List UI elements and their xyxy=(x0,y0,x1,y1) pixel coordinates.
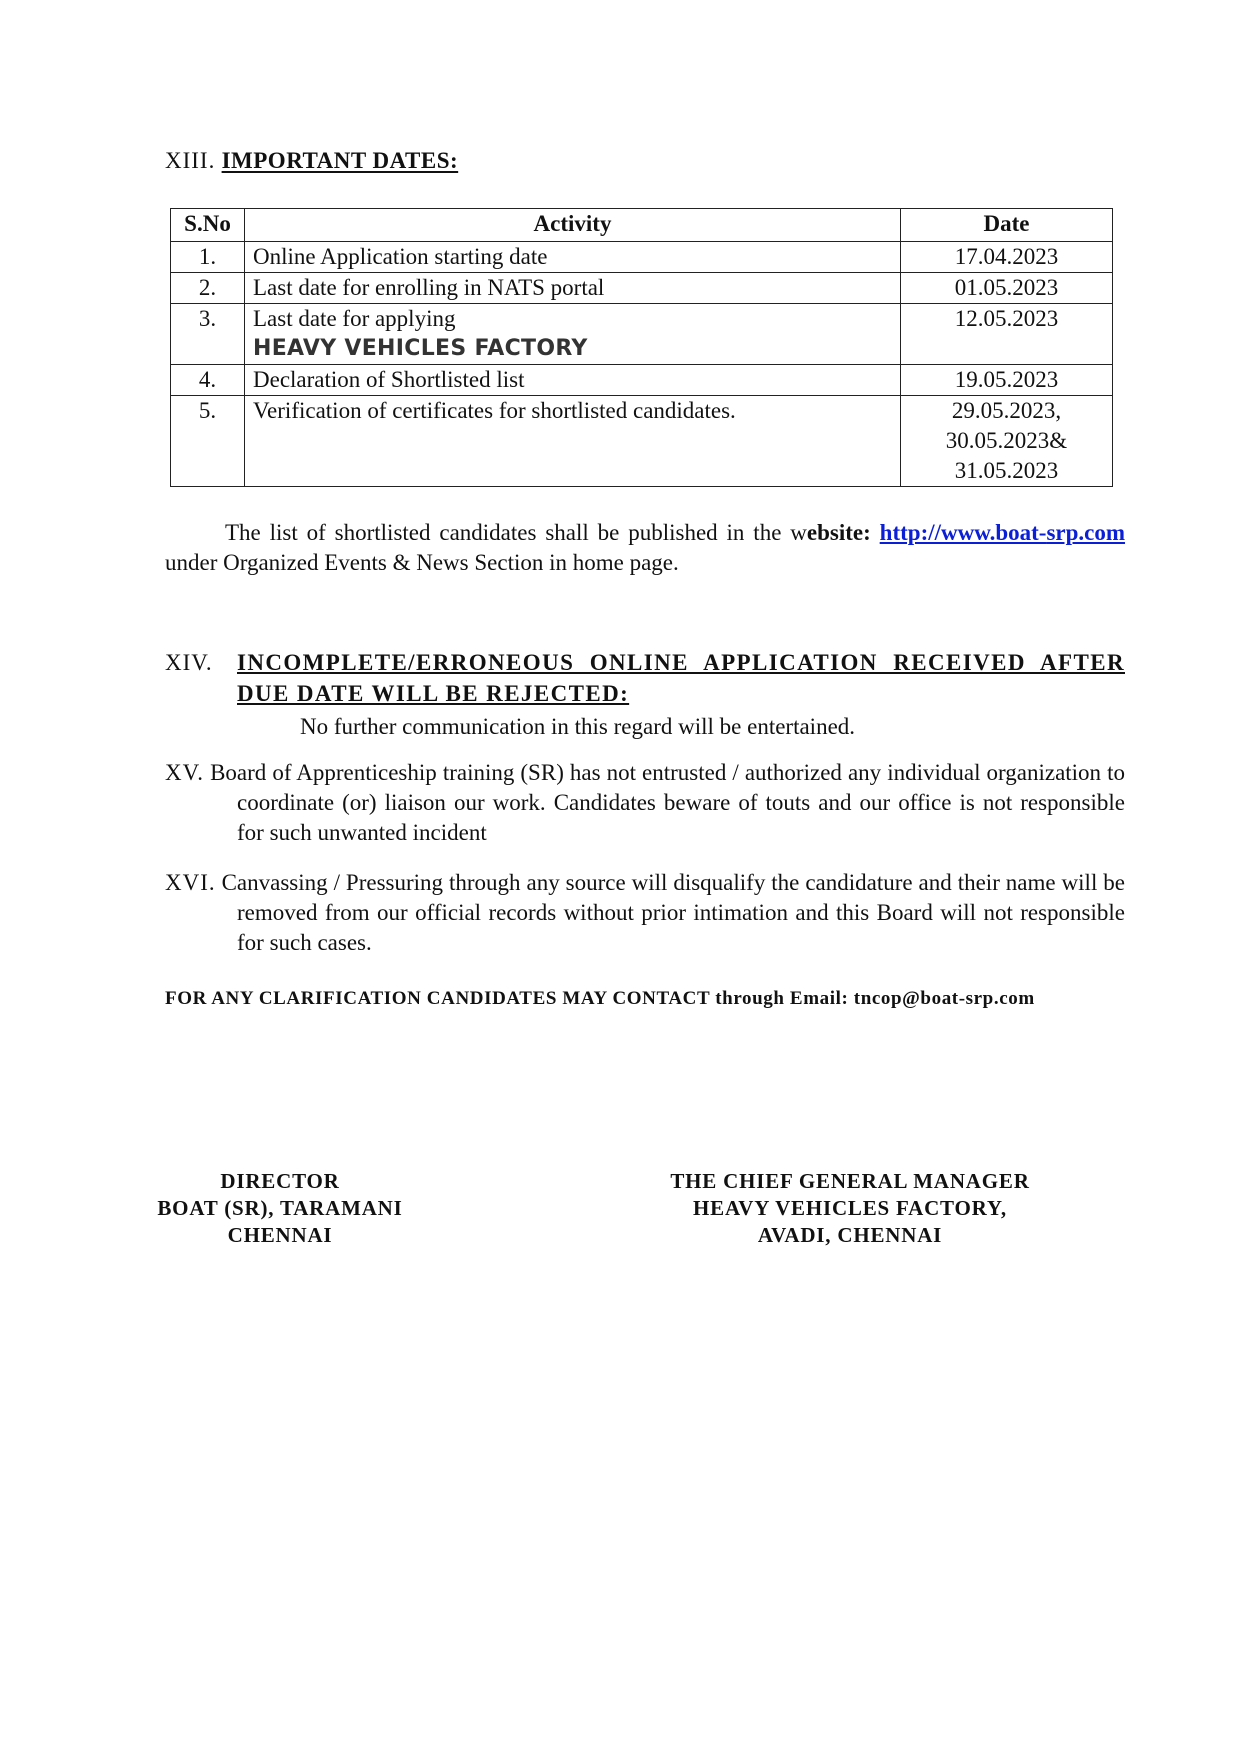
signature-director xyxy=(130,1168,430,1249)
contact-label: FOR ANY CLARIFICATION CANDIDATES MAY CONTACT through Email: xyxy=(165,988,849,1009)
note-text-after: under Organized Events & News Section in home page. xyxy=(165,550,679,575)
row-sno: 4. xyxy=(171,365,245,396)
section-xiii-heading xyxy=(165,148,458,174)
row-activity: Online Application starting date xyxy=(245,242,901,273)
signature-line: CHENNAI xyxy=(227,1223,333,1247)
signature-line: BOAT (SR), TARAMANI xyxy=(157,1196,403,1220)
section-title: IMPORTANT DATES: xyxy=(221,148,459,173)
row-activity: Verification of certificates for shortlisted candidates. xyxy=(245,396,901,487)
contact-line xyxy=(165,988,1035,1010)
section-xiv-heading xyxy=(165,647,1125,709)
row-activity: Last date for enrolling in NATS portal xyxy=(245,273,901,304)
website-link[interactable] xyxy=(880,520,1125,545)
row-sno: 2. xyxy=(171,273,245,304)
date-line: 31.05.2023 xyxy=(954,458,1059,483)
row-date: 19.05.2023 xyxy=(901,365,1113,396)
section-xiv-note: No further communication in this regard will be entertained. xyxy=(300,714,856,739)
row-date xyxy=(901,396,1113,487)
important-dates-table xyxy=(170,208,1113,487)
date-line: 29.05.2023, xyxy=(951,398,1062,423)
section-text: Canvassing / Pressuring through any source will disqualify the candidature and their name will be removed from our official records without prior intimation and this Board will not responsible for such cases. xyxy=(221,870,1125,955)
organization-name: HEAVY VEHICLES FACTORY xyxy=(253,336,588,361)
table-row xyxy=(171,273,1113,304)
row-date: 01.05.2023 xyxy=(901,273,1113,304)
section-number: XIV. xyxy=(165,650,213,675)
signature-line: AVADI, CHENNAI xyxy=(757,1223,943,1247)
section-number: XV. xyxy=(165,760,205,785)
table-header-row xyxy=(171,209,1113,242)
row-date: 17.04.2023 xyxy=(901,242,1113,273)
contact-email[interactable]: tncop@boat-srp.com xyxy=(853,988,1035,1009)
table-row xyxy=(171,396,1113,487)
section-xvi xyxy=(165,868,1125,958)
row-sno: 5. xyxy=(171,396,245,487)
publication-note xyxy=(165,518,1125,578)
row-sno: 3. xyxy=(171,304,245,365)
website-link-part1[interactable]: http://www.boat- xyxy=(879,520,1047,545)
section-xv xyxy=(165,758,1125,848)
row-activity: Declaration of Shortlisted list xyxy=(245,365,901,396)
section-title-line2: DUE DATE WILL BE REJECTED: xyxy=(237,681,630,706)
table-row xyxy=(171,365,1113,396)
signature-line: HEAVY VEHICLES FACTORY, xyxy=(693,1196,1007,1220)
website-link-part2[interactable]: srp.com xyxy=(1046,520,1126,545)
note-text: The list of shortlisted candidates shall be published in the w xyxy=(225,520,807,545)
header-date: Date xyxy=(901,209,1113,242)
date-line: 30.05.2023& xyxy=(945,428,1068,453)
section-number: XVI. xyxy=(165,870,216,895)
section-text: Board of Apprenticeship training (SR) has not entrusted / authorized any individual organization to coordinate (or) liaison our work. Candidates beware of touts and our office is not responsible for such unwanted incident xyxy=(210,760,1125,845)
signature-line: DIRECTOR xyxy=(220,1169,340,1193)
activity-text: Last date for applying xyxy=(253,306,456,331)
table-row xyxy=(171,304,1113,365)
row-activity xyxy=(245,304,901,365)
section-number: XIII. xyxy=(165,148,216,173)
signature-line: THE CHIEF GENERAL MANAGER xyxy=(670,1169,1030,1193)
header-sno: S.No xyxy=(171,209,245,242)
row-date: 12.05.2023 xyxy=(901,304,1113,365)
header-activity: Activity xyxy=(245,209,901,242)
section-title-line1: INCOMPLETE/ERRONEOUS ONLINE APPLICATION RECEIVED AFTER xyxy=(237,650,1125,675)
signature-chief-general-manager xyxy=(640,1168,1060,1249)
note-bold-text: ebsite: xyxy=(806,520,871,545)
row-sno: 1. xyxy=(171,242,245,273)
table-row xyxy=(171,242,1113,273)
